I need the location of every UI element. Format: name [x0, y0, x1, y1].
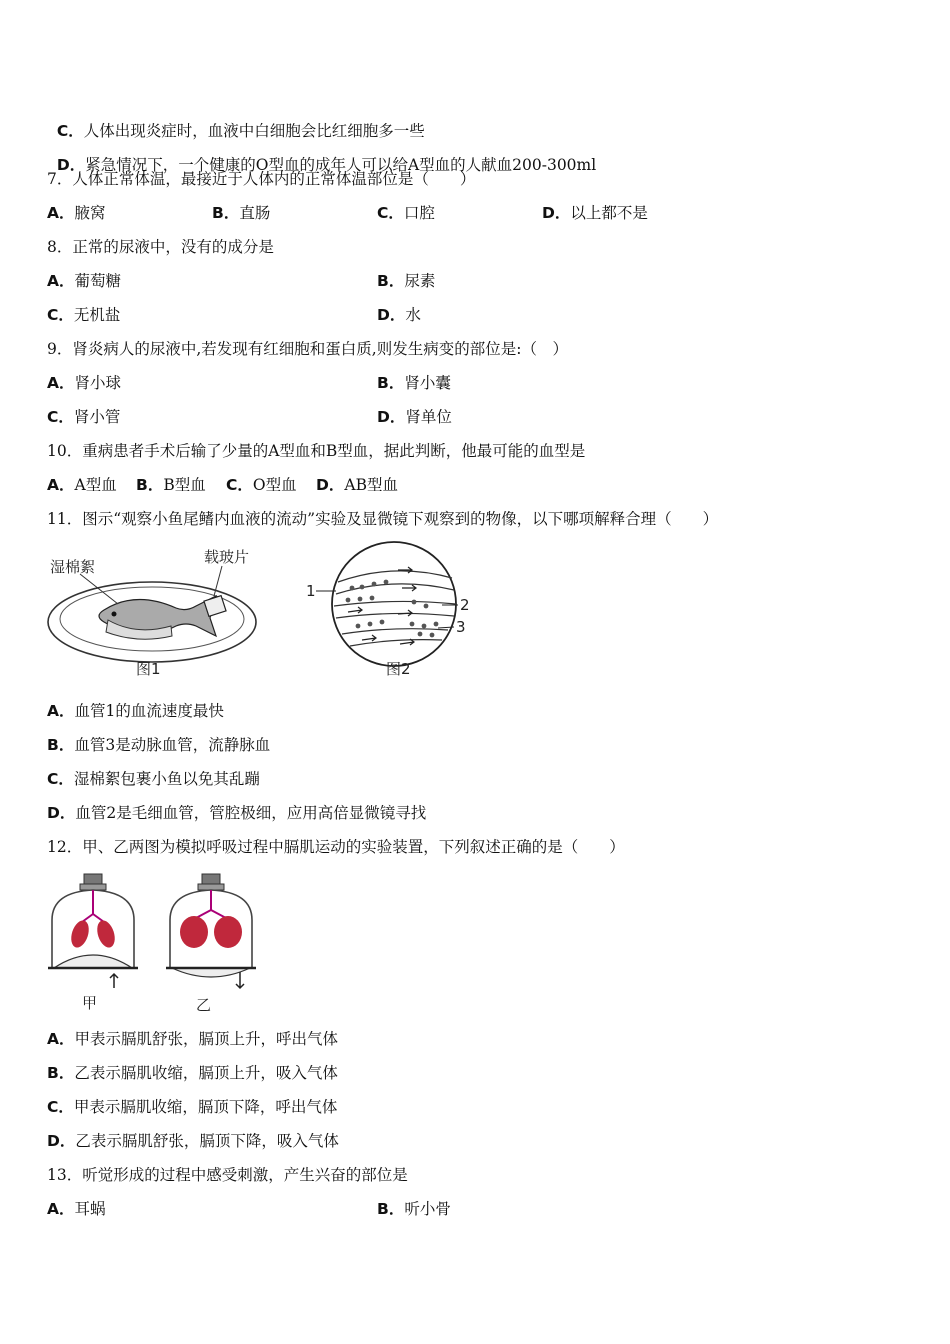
- q10-option-d: [316, 475, 398, 495]
- q8-option-d: [377, 305, 421, 325]
- option-label: A．: [47, 476, 75, 494]
- q9-option-c: [47, 407, 120, 427]
- option-label: C．: [377, 204, 404, 222]
- bell-jar-jia: [48, 874, 138, 988]
- option-label: A．: [47, 1030, 75, 1048]
- q12-option-b: [47, 1063, 338, 1083]
- option-label: D．: [316, 476, 345, 494]
- q8-option-b: [377, 271, 435, 291]
- option-label: D．: [56, 156, 86, 174]
- option-text: A型血: [74, 476, 117, 494]
- option-text: 乙表示膈肌舒张，膈顶下降，吸入气体: [75, 1132, 339, 1150]
- arrow-up-icon: [110, 974, 118, 988]
- q9-option-d: [377, 407, 452, 427]
- q7-option-b: [212, 203, 270, 223]
- q10-option-a: [47, 475, 117, 495]
- q13-stem: 13．听觉形成的过程中感受刺激，产生兴奋的部位是: [47, 1166, 408, 1184]
- option-text: 肾单位: [405, 408, 452, 426]
- q11-stem: 11．图示“观察小鱼尾鳍内血液的流动”实验及显微镜下观察到的物像，以下哪项解释合理（ ）: [47, 510, 719, 528]
- q9-option-b: [377, 373, 451, 393]
- option-label: B．: [136, 476, 164, 494]
- q12-figure: [44, 870, 264, 1018]
- option-text: 腋窝: [74, 204, 106, 222]
- vessel-number-3: 3: [456, 618, 466, 636]
- q12-option-c: [47, 1097, 337, 1117]
- q11-option-a: [47, 701, 224, 721]
- option-text: 以上都不是: [570, 204, 648, 222]
- option-text: O型血: [252, 476, 297, 494]
- option-label: B．: [377, 1200, 405, 1218]
- option-text: 湿棉絮包裹小鱼以免其乱蹦: [73, 770, 260, 788]
- option-label: C．: [56, 122, 84, 140]
- q12-option-a: [47, 1029, 338, 1049]
- vessel-number-1: 1: [306, 582, 316, 600]
- option-label: B．: [47, 736, 75, 754]
- lung-right: [94, 918, 118, 950]
- option-text: 尿素: [404, 272, 436, 290]
- option-label: A．: [47, 702, 75, 720]
- q9-option-a: [47, 373, 121, 393]
- caption-jia: 甲: [82, 994, 98, 1012]
- q11-option-c: [47, 769, 260, 789]
- cotton-pointer: [80, 574, 118, 604]
- q11-option-d: [47, 803, 426, 823]
- option-label: A．: [47, 204, 75, 222]
- q10-option-b: [136, 475, 206, 495]
- q7-option-a: [47, 203, 106, 223]
- q7-option-c: [377, 203, 435, 223]
- option-text: 葡萄糖: [74, 272, 122, 290]
- option-label: C．: [47, 1098, 74, 1116]
- option-text: 甲表示膈肌舒张，膈顶上升，呼出气体: [74, 1030, 339, 1048]
- option-text: 甲表示膈肌收缩，膈顶下降，呼出气体: [73, 1098, 338, 1116]
- lung-left: [180, 916, 208, 948]
- option-text: AB型血: [344, 476, 398, 494]
- option-text: B型血: [163, 476, 206, 494]
- q8-stem: 8．正常的尿液中，没有的成分是: [47, 238, 274, 256]
- option-label: D．: [47, 804, 76, 822]
- q12-option-d: [47, 1131, 339, 1151]
- option-label: D．: [377, 408, 406, 426]
- caption-yi: 乙: [196, 996, 212, 1014]
- option-text: 肾小管: [73, 408, 121, 426]
- q13-option-a: [47, 1199, 106, 1219]
- option-label: A．: [47, 374, 75, 392]
- q13-option-b: [377, 1199, 451, 1219]
- q10-stem: 10．重病患者手术后输了少量的A型血和B型血，据此判断，他最可能的血型是: [47, 442, 586, 460]
- option-label: C．: [47, 306, 74, 324]
- option-label: B．: [377, 374, 405, 392]
- glass-slide: [204, 596, 226, 617]
- option-label: B．: [377, 272, 405, 290]
- option-text: 口腔: [403, 204, 435, 222]
- cotton-label: 湿棉絮: [50, 558, 96, 576]
- figure-1-caption: 图1: [136, 660, 161, 678]
- option-text: 乙表示膈肌收缩，膈顶上升，吸入气体: [74, 1064, 338, 1082]
- option-label: B．: [212, 204, 240, 222]
- option-label: A．: [47, 1200, 75, 1218]
- option-label: A．: [47, 272, 75, 290]
- option-text: 肾小囊: [404, 374, 451, 392]
- lung-left: [68, 918, 92, 950]
- arrow-down-icon: [236, 972, 244, 988]
- q9-stem: 9．肾炎病人的尿液中,若发现有红细胞和蛋白质,则发生病变的部位是:（ ）: [47, 340, 568, 358]
- q7-option-d: [542, 203, 648, 223]
- option-text: 水: [405, 306, 421, 324]
- option-text: 肾小球: [74, 374, 122, 392]
- diaphragm-membrane: [54, 955, 132, 968]
- q11-option-b: [47, 735, 270, 755]
- option-text: 血管2是毛细血管，管腔极细，应用高倍显微镜寻找: [75, 804, 427, 822]
- option-text: 血管3是动脉血管，流静脉血: [74, 736, 271, 754]
- option-label: C．: [47, 770, 74, 788]
- option-text: 人体出现炎症时，血液中白细胞会比红细胞多一些: [83, 122, 425, 140]
- vessel-number-2: 2: [460, 596, 470, 614]
- figure-2-caption: 图2: [386, 660, 411, 678]
- bell-jar-yi: [166, 874, 256, 988]
- option-text: 紧急情况下，一个健康的O型血的成年人可以给A型血的人献血200-300ml: [85, 156, 597, 174]
- option-label: C．: [47, 408, 74, 426]
- option-text: 无机盐: [73, 306, 121, 324]
- fish-eye: [112, 612, 117, 617]
- q11-figure-1: [46, 540, 264, 680]
- q12-stem: 12．甲、乙两图为模拟呼吸过程中膈肌运动的实验装置，下列叙述正确的是（ ）: [47, 838, 625, 856]
- slide-label: 载玻片: [204, 548, 250, 566]
- q7-stem: 7．人体正常体温，最接近于人体内的正常体温部位是（ ）: [47, 170, 476, 188]
- option-label: C．: [226, 476, 253, 494]
- q10-option-c: [226, 475, 297, 495]
- q8-option-c: [47, 305, 120, 325]
- option-text: 血管1的血流速度最快: [74, 702, 224, 720]
- lung-right: [214, 916, 242, 948]
- option-label: D．: [47, 1132, 76, 1150]
- option-text: 听小骨: [404, 1200, 451, 1218]
- diaphragm-membrane: [172, 968, 250, 977]
- option-label: B．: [47, 1064, 75, 1082]
- option-text: 直肠: [239, 204, 271, 222]
- q8-option-a: [47, 271, 121, 291]
- option-label: D．: [542, 204, 571, 222]
- option-text: 耳蜗: [74, 1200, 106, 1218]
- option-label: D．: [377, 306, 406, 324]
- q11-figure-2: [302, 540, 478, 680]
